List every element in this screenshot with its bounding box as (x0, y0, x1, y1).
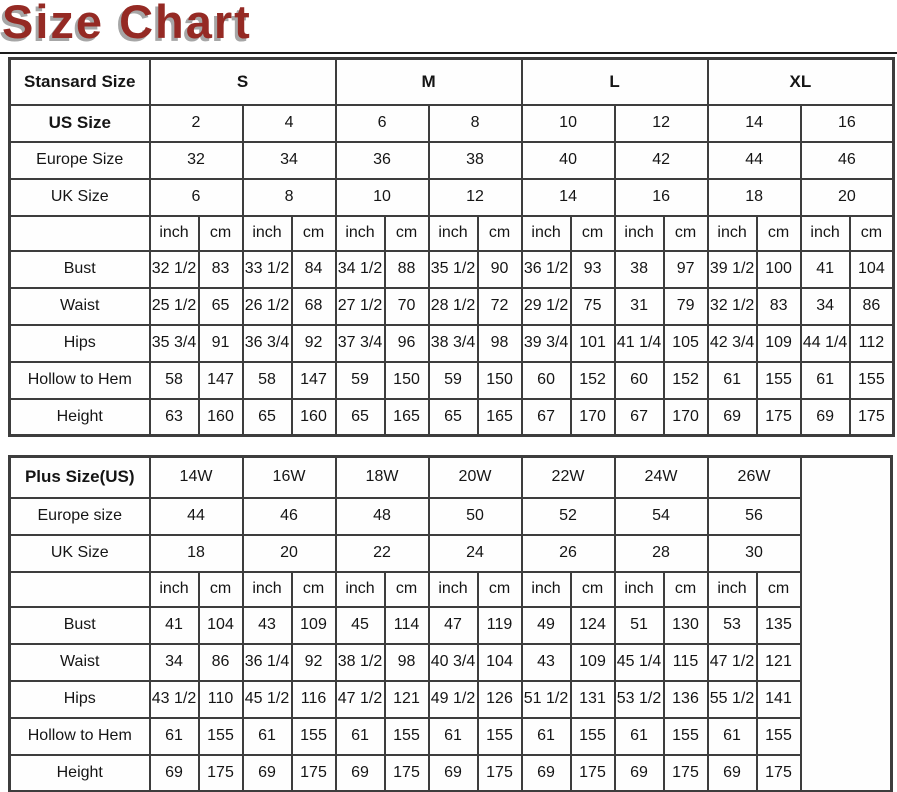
size-value-cell: 20 (243, 535, 336, 572)
empty-cell (801, 457, 892, 792)
measurement-cell: 69 (708, 399, 757, 436)
measurement-cell: 175 (478, 755, 522, 792)
measurement-cell: 51 1/2 (522, 681, 571, 718)
size-group-header: 26W (708, 457, 801, 498)
measurement-cell: 152 (571, 362, 615, 399)
measurement-cell: 69 (150, 755, 199, 792)
measurement-cell: 175 (850, 399, 894, 436)
unit-header-inch: inch (522, 572, 571, 607)
measurement-cell: 150 (385, 362, 429, 399)
measurement-cell: 109 (571, 644, 615, 681)
corner-label: Stansard Size (10, 59, 150, 105)
table-row (10, 105, 894, 142)
measurement-cell: 61 (522, 718, 571, 755)
measurement-cell: 114 (385, 607, 429, 644)
size-value-cell: 40 (522, 142, 615, 179)
table-row (10, 362, 894, 399)
unit-header-inch: inch (429, 216, 478, 251)
measurement-cell: 97 (664, 251, 708, 288)
size-group-header: 20W (429, 457, 522, 498)
row-label: Waist (10, 644, 150, 681)
measurement-cell: 58 (243, 362, 292, 399)
unit-header-inch: inch (150, 572, 199, 607)
measurement-cell: 61 (429, 718, 478, 755)
measurement-cell: 135 (757, 607, 801, 644)
unit-header-cm: cm (664, 216, 708, 251)
measurement-cell: 59 (429, 362, 478, 399)
table-row (10, 251, 894, 288)
measurement-cell: 160 (292, 399, 336, 436)
measurement-cell: 34 (801, 288, 850, 325)
measurement-cell: 39 1/2 (708, 251, 757, 288)
measurement-cell: 79 (664, 288, 708, 325)
row-label: Waist (10, 288, 150, 325)
row-label: Hollow to Hem (10, 362, 150, 399)
size-value-cell: 8 (243, 179, 336, 216)
measurement-cell: 51 (615, 607, 664, 644)
measurement-cell: 90 (478, 251, 522, 288)
table-row (10, 535, 892, 572)
measurement-cell: 53 1/2 (615, 681, 664, 718)
measurement-cell: 69 (243, 755, 292, 792)
table-row (10, 142, 894, 179)
measurement-cell: 36 1/2 (522, 251, 571, 288)
row-label: UK Size (10, 179, 150, 216)
measurement-cell: 37 3/4 (336, 325, 385, 362)
size-value-cell: 18 (150, 535, 243, 572)
size-value-cell: 38 (429, 142, 522, 179)
size-value-cell: 6 (336, 105, 429, 142)
measurement-cell: 69 (429, 755, 478, 792)
measurement-cell: 53 (708, 607, 757, 644)
measurement-cell: 175 (292, 755, 336, 792)
measurement-cell: 67 (615, 399, 664, 436)
unit-header-cm: cm (571, 216, 615, 251)
unit-header-inch: inch (336, 572, 385, 607)
unit-header-cm: cm (478, 572, 522, 607)
measurement-cell: 100 (757, 251, 801, 288)
measurement-cell: 38 3/4 (429, 325, 478, 362)
unit-header-cm: cm (757, 216, 801, 251)
measurement-cell: 41 (801, 251, 850, 288)
row-label: Europe size (10, 498, 150, 535)
size-value-cell: 52 (522, 498, 615, 535)
measurement-cell: 61 (801, 362, 850, 399)
plus-table-body (10, 457, 892, 792)
title-underline (0, 52, 897, 54)
measurement-cell: 109 (757, 325, 801, 362)
size-value-cell: 10 (522, 105, 615, 142)
size-value-cell: 12 (615, 105, 708, 142)
unit-header-cm: cm (199, 216, 243, 251)
size-value-cell: 14 (708, 105, 801, 142)
size-value-cell: 22 (336, 535, 429, 572)
measurement-cell: 61 (336, 718, 385, 755)
size-group-header: 24W (615, 457, 708, 498)
size-group-row (10, 59, 894, 105)
row-label: Height (10, 399, 150, 436)
row-label-empty (10, 572, 150, 607)
measurement-cell: 35 3/4 (150, 325, 199, 362)
measurement-cell: 104 (199, 607, 243, 644)
size-group-header: L (522, 59, 708, 105)
units-row (10, 572, 892, 607)
measurement-cell: 121 (385, 681, 429, 718)
measurement-cell: 61 (708, 718, 757, 755)
row-label: Height (10, 755, 150, 792)
measurement-cell: 83 (199, 251, 243, 288)
measurement-cell: 69 (336, 755, 385, 792)
unit-header-cm: cm (757, 572, 801, 607)
measurement-cell: 88 (385, 251, 429, 288)
unit-header-inch: inch (615, 572, 664, 607)
measurement-cell: 47 1/2 (336, 681, 385, 718)
size-value-cell: 56 (708, 498, 801, 535)
unit-header-inch: inch (243, 216, 292, 251)
unit-header-inch: inch (522, 216, 571, 251)
measurement-cell: 86 (199, 644, 243, 681)
plus-size-table (8, 455, 893, 792)
measurement-cell: 126 (478, 681, 522, 718)
measurement-cell: 43 1/2 (150, 681, 199, 718)
unit-header-cm: cm (664, 572, 708, 607)
table-row (10, 288, 894, 325)
unit-header-inch: inch (801, 216, 850, 251)
measurement-cell: 45 1/4 (615, 644, 664, 681)
size-value-cell: 46 (801, 142, 894, 179)
measurement-cell: 39 3/4 (522, 325, 571, 362)
measurement-cell: 26 1/2 (243, 288, 292, 325)
size-group-header: S (150, 59, 336, 105)
row-label: US Size (10, 105, 150, 142)
unit-header-inch: inch (708, 572, 757, 607)
measurement-cell: 47 (429, 607, 478, 644)
measurement-cell: 38 1/2 (336, 644, 385, 681)
measurement-cell: 141 (757, 681, 801, 718)
size-value-cell: 10 (336, 179, 429, 216)
measurement-cell: 119 (478, 607, 522, 644)
size-value-cell: 48 (336, 498, 429, 535)
measurement-cell: 42 3/4 (708, 325, 757, 362)
measurement-cell: 155 (199, 718, 243, 755)
size-group-header: 16W (243, 457, 336, 498)
unit-header-cm: cm (292, 572, 336, 607)
measurement-cell: 38 (615, 251, 664, 288)
measurement-cell: 60 (522, 362, 571, 399)
unit-header-inch: inch (429, 572, 478, 607)
measurement-cell: 131 (571, 681, 615, 718)
size-value-cell: 28 (615, 535, 708, 572)
measurement-cell: 155 (385, 718, 429, 755)
measurement-cell: 155 (757, 718, 801, 755)
measurement-cell: 61 (615, 718, 664, 755)
measurement-cell: 34 1/2 (336, 251, 385, 288)
measurement-cell: 61 (708, 362, 757, 399)
measurement-cell: 40 3/4 (429, 644, 478, 681)
measurement-cell: 33 1/2 (243, 251, 292, 288)
measurement-cell: 110 (199, 681, 243, 718)
size-value-cell: 30 (708, 535, 801, 572)
measurement-cell: 92 (292, 644, 336, 681)
measurement-cell: 44 1/4 (801, 325, 850, 362)
measurement-cell: 61 (243, 718, 292, 755)
units-row (10, 216, 894, 251)
size-value-cell: 20 (801, 179, 894, 216)
size-group-row (10, 457, 892, 498)
unit-header-inch: inch (336, 216, 385, 251)
unit-header-cm: cm (385, 572, 429, 607)
size-group-header: 18W (336, 457, 429, 498)
size-value-cell: 46 (243, 498, 336, 535)
unit-header-cm: cm (478, 216, 522, 251)
size-value-cell: 8 (429, 105, 522, 142)
measurement-cell: 91 (199, 325, 243, 362)
size-group-header: 14W (150, 457, 243, 498)
unit-header-inch: inch (615, 216, 664, 251)
table-row (10, 498, 892, 535)
measurement-cell: 34 (150, 644, 199, 681)
measurement-cell: 175 (757, 755, 801, 792)
size-value-cell: 54 (615, 498, 708, 535)
measurement-cell: 112 (850, 325, 894, 362)
measurement-cell: 49 1/2 (429, 681, 478, 718)
measurement-cell: 31 (615, 288, 664, 325)
measurement-cell: 155 (664, 718, 708, 755)
measurement-cell: 43 (243, 607, 292, 644)
table-row (10, 644, 892, 681)
measurement-cell: 175 (385, 755, 429, 792)
size-value-cell: 6 (150, 179, 243, 216)
unit-header-cm: cm (199, 572, 243, 607)
measurement-cell: 109 (292, 607, 336, 644)
measurement-cell: 69 (522, 755, 571, 792)
measurement-cell: 105 (664, 325, 708, 362)
measurement-cell: 65 (243, 399, 292, 436)
measurement-cell: 130 (664, 607, 708, 644)
measurement-cell: 116 (292, 681, 336, 718)
standard-table-body (10, 59, 894, 436)
standard-size-table (8, 57, 895, 437)
measurement-cell: 45 (336, 607, 385, 644)
measurement-cell: 136 (664, 681, 708, 718)
measurement-cell: 115 (664, 644, 708, 681)
corner-label: Plus Size(US) (10, 457, 150, 498)
size-value-cell: 4 (243, 105, 336, 142)
row-label: Bust (10, 607, 150, 644)
measurement-cell: 67 (522, 399, 571, 436)
measurement-cell: 83 (757, 288, 801, 325)
measurement-cell: 160 (199, 399, 243, 436)
size-value-cell: 44 (150, 498, 243, 535)
measurement-cell: 41 1/4 (615, 325, 664, 362)
unit-header-cm: cm (292, 216, 336, 251)
measurement-cell: 65 (199, 288, 243, 325)
measurement-cell: 147 (292, 362, 336, 399)
row-label: Hips (10, 325, 150, 362)
measurement-cell: 124 (571, 607, 615, 644)
measurement-cell: 70 (385, 288, 429, 325)
measurement-cell: 32 1/2 (150, 251, 199, 288)
row-label: Bust (10, 251, 150, 288)
size-value-cell: 18 (708, 179, 801, 216)
measurement-cell: 65 (336, 399, 385, 436)
measurement-cell: 72 (478, 288, 522, 325)
measurement-cell: 25 1/2 (150, 288, 199, 325)
measurement-cell: 68 (292, 288, 336, 325)
table-row (10, 179, 894, 216)
row-label: UK Size (10, 535, 150, 572)
size-value-cell: 34 (243, 142, 336, 179)
size-value-cell: 24 (429, 535, 522, 572)
measurement-cell: 65 (429, 399, 478, 436)
row-label-empty (10, 216, 150, 251)
measurement-cell: 36 1/4 (243, 644, 292, 681)
measurement-cell: 152 (664, 362, 708, 399)
measurement-cell: 55 1/2 (708, 681, 757, 718)
measurement-cell: 104 (850, 251, 894, 288)
measurement-cell: 98 (478, 325, 522, 362)
measurement-cell: 28 1/2 (429, 288, 478, 325)
table-row (10, 681, 892, 718)
size-value-cell: 2 (150, 105, 243, 142)
size-value-cell: 32 (150, 142, 243, 179)
size-group-header: 22W (522, 457, 615, 498)
measurement-cell: 147 (199, 362, 243, 399)
measurement-cell: 27 1/2 (336, 288, 385, 325)
measurement-cell: 98 (385, 644, 429, 681)
measurement-cell: 75 (571, 288, 615, 325)
measurement-cell: 36 3/4 (243, 325, 292, 362)
measurement-cell: 47 1/2 (708, 644, 757, 681)
measurement-cell: 155 (571, 718, 615, 755)
size-value-cell: 16 (615, 179, 708, 216)
measurement-cell: 69 (708, 755, 757, 792)
unit-header-cm: cm (385, 216, 429, 251)
measurement-cell: 59 (336, 362, 385, 399)
measurement-cell: 86 (850, 288, 894, 325)
measurement-cell: 49 (522, 607, 571, 644)
unit-header-inch: inch (150, 216, 199, 251)
measurement-cell: 175 (664, 755, 708, 792)
measurement-cell: 150 (478, 362, 522, 399)
size-value-cell: 42 (615, 142, 708, 179)
unit-header-inch: inch (708, 216, 757, 251)
measurement-cell: 84 (292, 251, 336, 288)
measurement-cell: 96 (385, 325, 429, 362)
measurement-cell: 165 (385, 399, 429, 436)
measurement-cell: 155 (850, 362, 894, 399)
measurement-cell: 101 (571, 325, 615, 362)
measurement-cell: 69 (615, 755, 664, 792)
measurement-cell: 155 (478, 718, 522, 755)
measurement-cell: 32 1/2 (708, 288, 757, 325)
size-value-cell: 12 (429, 179, 522, 216)
measurement-cell: 35 1/2 (429, 251, 478, 288)
unit-header-inch: inch (243, 572, 292, 607)
table-row (10, 607, 892, 644)
measurement-cell: 175 (571, 755, 615, 792)
measurement-cell: 165 (478, 399, 522, 436)
measurement-cell: 170 (664, 399, 708, 436)
measurement-cell: 41 (150, 607, 199, 644)
measurement-cell: 58 (150, 362, 199, 399)
row-label: Europe Size (10, 142, 150, 179)
size-group-header: XL (708, 59, 894, 105)
size-value-cell: 26 (522, 535, 615, 572)
size-value-cell: 50 (429, 498, 522, 535)
size-group-header: M (336, 59, 522, 105)
measurement-cell: 61 (150, 718, 199, 755)
unit-header-cm: cm (850, 216, 894, 251)
measurement-cell: 175 (757, 399, 801, 436)
row-label: Hips (10, 681, 150, 718)
table-row (10, 755, 892, 792)
table-row (10, 325, 894, 362)
measurement-cell: 104 (478, 644, 522, 681)
size-value-cell: 14 (522, 179, 615, 216)
measurement-cell: 60 (615, 362, 664, 399)
unit-header-cm: cm (571, 572, 615, 607)
measurement-cell: 175 (199, 755, 243, 792)
measurement-cell: 93 (571, 251, 615, 288)
row-label: Hollow to Hem (10, 718, 150, 755)
page-title: Size Chart (2, 0, 252, 48)
size-value-cell: 44 (708, 142, 801, 179)
size-value-cell: 16 (801, 105, 894, 142)
measurement-cell: 45 1/2 (243, 681, 292, 718)
measurement-cell: 121 (757, 644, 801, 681)
measurement-cell: 69 (801, 399, 850, 436)
measurement-cell: 170 (571, 399, 615, 436)
measurement-cell: 92 (292, 325, 336, 362)
measurement-cell: 63 (150, 399, 199, 436)
table-row (10, 399, 894, 436)
measurement-cell: 43 (522, 644, 571, 681)
measurement-cell: 29 1/2 (522, 288, 571, 325)
measurement-cell: 155 (292, 718, 336, 755)
size-value-cell: 36 (336, 142, 429, 179)
measurement-cell: 155 (757, 362, 801, 399)
table-row (10, 718, 892, 755)
